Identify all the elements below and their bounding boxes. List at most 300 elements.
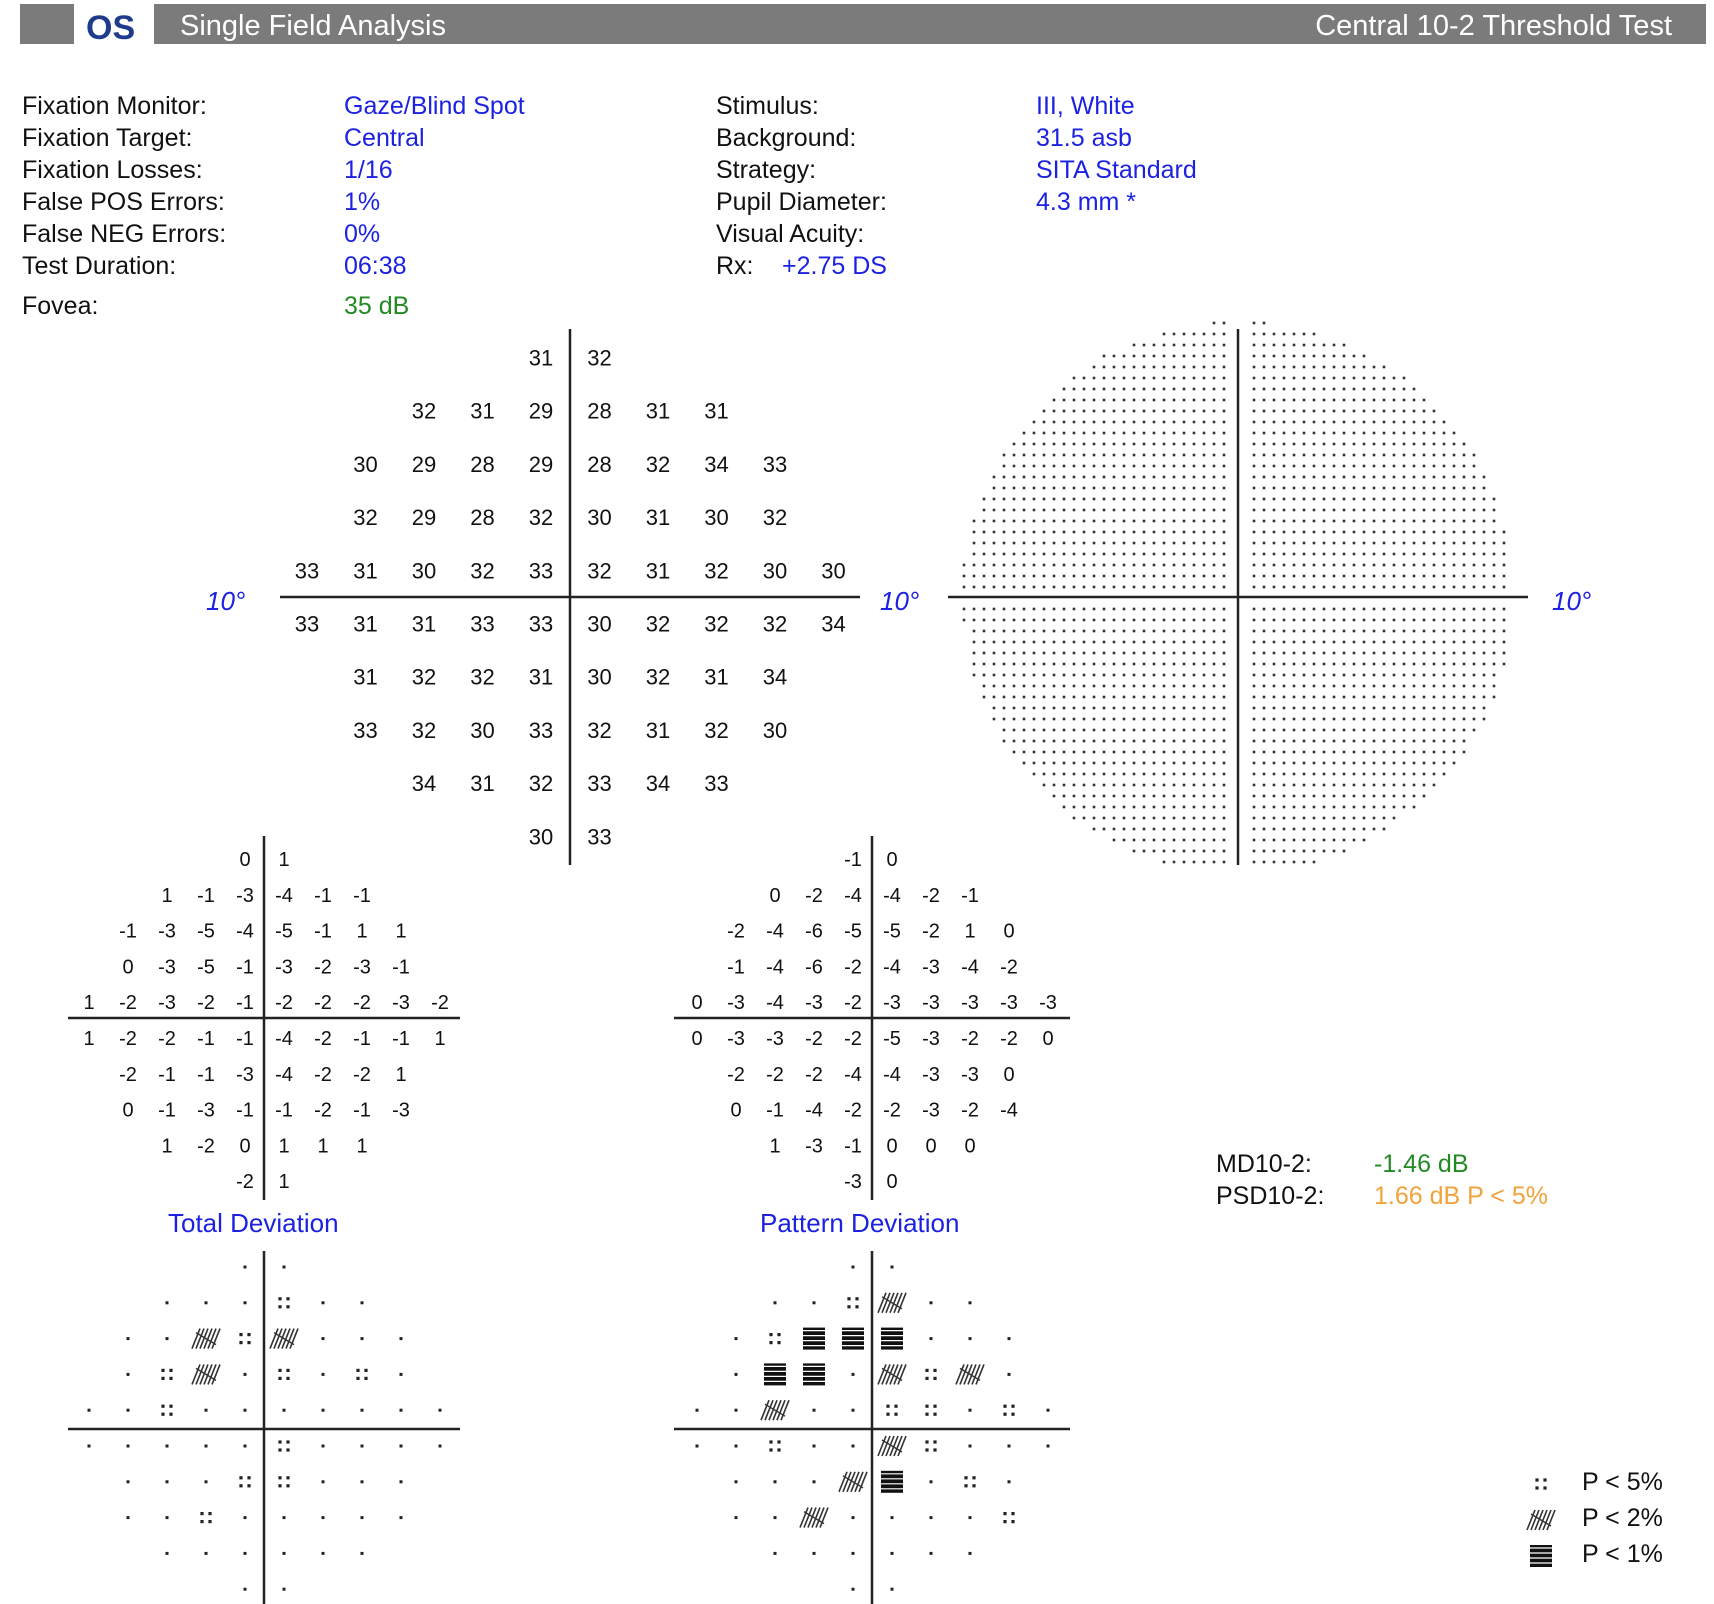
- greyscale-dot: [1103, 630, 1106, 633]
- greyscale-dot: [983, 498, 986, 501]
- greyscale-dot: [1133, 674, 1136, 677]
- greyscale-dot: [993, 608, 996, 611]
- greyscale-dot: [1333, 663, 1336, 666]
- symbol-dot: [735, 1337, 738, 1340]
- total-deviation-value: 0: [239, 849, 251, 871]
- greyscale-dot: [1403, 619, 1406, 622]
- symbol-dot: [169, 1369, 172, 1372]
- greyscale-dot: [1413, 410, 1416, 413]
- greyscale-dot: [1323, 608, 1326, 611]
- symbol-dot: [161, 1413, 164, 1416]
- symbol-p5: [925, 1405, 936, 1416]
- greyscale-dot: [1433, 531, 1436, 534]
- symbol-normal: [930, 1552, 933, 1555]
- symbol-normal: [852, 1588, 855, 1591]
- greyscale-dot: [1273, 795, 1276, 798]
- greyscale-dot: [1033, 696, 1036, 699]
- symbol-dot: [930, 1480, 933, 1483]
- greyscale-dot: [1103, 443, 1106, 446]
- greyscale-dot: [1133, 476, 1136, 479]
- greyscale-dot: [1123, 388, 1126, 391]
- greyscale-dot: [1063, 531, 1066, 534]
- symbol-dot: [696, 1445, 699, 1448]
- greyscale-dot: [1153, 465, 1156, 468]
- greyscale-dot: [1093, 630, 1096, 633]
- symbol-normal: [735, 1445, 738, 1448]
- greyscale-dot: [1473, 729, 1476, 732]
- symbol-dot: [161, 1377, 164, 1380]
- pattern-deviation-value: 0: [730, 1099, 742, 1122]
- greyscale-dot: [1063, 784, 1066, 787]
- greyscale-dot: [1143, 795, 1146, 798]
- greyscale-dot: [1373, 696, 1376, 699]
- greyscale-dot: [1283, 355, 1286, 358]
- greyscale-dot: [1353, 839, 1356, 842]
- greyscale-dot: [1333, 476, 1336, 479]
- greyscale-dot: [1023, 498, 1026, 501]
- greyscale-dot: [1213, 465, 1216, 468]
- greyscale-dot: [1213, 520, 1216, 523]
- greyscale-dot: [1203, 443, 1206, 446]
- greyscale-dot: [1213, 509, 1216, 512]
- greyscale-dot: [1413, 542, 1416, 545]
- greyscale-dot: [1013, 608, 1016, 611]
- greyscale-dot: [1213, 498, 1216, 501]
- greyscale-dot: [1283, 718, 1286, 721]
- pattern-deviation-value: -1: [961, 884, 979, 907]
- greyscale-dot: [1083, 608, 1086, 611]
- greyscale-dot: [1053, 454, 1056, 457]
- greyscale-dot: [1443, 498, 1446, 501]
- greyscale-dot: [1343, 740, 1346, 743]
- symbol-p1: [842, 1328, 864, 1350]
- greyscale-dot: [1323, 531, 1326, 534]
- greyscale-dot: [1083, 564, 1086, 567]
- greyscale-dot: [1393, 509, 1396, 512]
- pattern-deviation-value: -4: [766, 992, 784, 1015]
- pattern-deviation-value: -1: [844, 849, 862, 871]
- greyscale-dot: [1103, 773, 1106, 776]
- greyscale-dot: [1163, 641, 1166, 644]
- greyscale-dot: [1103, 575, 1106, 578]
- greyscale-dot: [1023, 718, 1026, 721]
- symbol-dot: [930, 1516, 933, 1519]
- symbol-dot: [777, 1440, 780, 1443]
- greyscale-dot: [1463, 520, 1466, 523]
- symbol-dot: [283, 1516, 286, 1519]
- greyscale-dot: [1463, 751, 1466, 754]
- greyscale-dot: [1203, 795, 1206, 798]
- greyscale-dot: [1173, 806, 1176, 809]
- symbol-normal: [930, 1480, 933, 1483]
- pattern-deviation-value: -4: [883, 1063, 901, 1086]
- greyscale-dot: [1013, 487, 1016, 490]
- threshold-value: 32: [411, 717, 437, 743]
- greyscale-dot: [1183, 344, 1186, 347]
- greyscale-dot: [1283, 553, 1286, 556]
- total-deviation-value: -4: [275, 884, 293, 907]
- greyscale-dot: [1083, 586, 1086, 589]
- greyscale-dot: [1173, 410, 1176, 413]
- greyscale-dot: [1313, 828, 1316, 831]
- greyscale-dot: [1303, 575, 1306, 578]
- greyscale-dot: [1133, 619, 1136, 622]
- greyscale-dot: [1143, 630, 1146, 633]
- greyscale-dot: [1433, 443, 1436, 446]
- greyscale-dot: [1373, 410, 1376, 413]
- greyscale-dot: [1213, 773, 1216, 776]
- param-value: III, White: [1036, 92, 1135, 120]
- greyscale-dot: [1283, 509, 1286, 512]
- symbol-dot: [400, 1373, 403, 1376]
- greyscale-dot: [1433, 762, 1436, 765]
- greyscale-dot: [1023, 652, 1026, 655]
- greyscale-dot: [1013, 718, 1016, 721]
- pattern-deviation-value: 0: [886, 1135, 898, 1158]
- threshold-value: 30: [587, 611, 612, 637]
- greyscale-dot: [1363, 564, 1366, 567]
- greyscale-dot: [1483, 542, 1486, 545]
- greyscale-dot: [1113, 509, 1116, 512]
- greyscale-dot: [1183, 641, 1186, 644]
- symbol-hatch: [800, 1508, 808, 1528]
- greyscale-dot: [1273, 751, 1276, 754]
- greyscale-dot: [1123, 806, 1126, 809]
- greyscale-dot: [1363, 729, 1366, 732]
- greyscale-dot: [1403, 707, 1406, 710]
- greyscale-dot: [1163, 586, 1166, 589]
- threshold-value: 34: [704, 451, 729, 477]
- greyscale-dot: [1373, 685, 1376, 688]
- symbol-dot: [205, 1301, 208, 1304]
- symbol-p2: [270, 1329, 298, 1349]
- greyscale-dot: [1433, 465, 1436, 468]
- greyscale-dot: [1263, 333, 1266, 336]
- greyscale-dot: [1473, 520, 1476, 523]
- greyscale-dot: [1443, 454, 1446, 457]
- greyscale-dot: [1093, 454, 1096, 457]
- greyscale-dot: [1163, 476, 1166, 479]
- greyscale-dot: [1433, 509, 1436, 512]
- greyscale-dot: [1273, 696, 1276, 699]
- greyscale-dot: [1283, 575, 1286, 578]
- greyscale-dot: [1403, 740, 1406, 743]
- greyscale-dot: [1333, 795, 1336, 798]
- greyscale-dot: [1313, 487, 1316, 490]
- symbol-dot: [972, 1476, 975, 1479]
- greyscale-dot: [1253, 399, 1256, 402]
- greyscale-dot: [1253, 663, 1256, 666]
- symbol-dot: [969, 1409, 972, 1412]
- greyscale-dot: [993, 531, 996, 534]
- greyscale-dot: [1093, 795, 1096, 798]
- greyscale-dot: [1213, 366, 1216, 369]
- total-deviation-value: -2: [197, 1135, 215, 1158]
- greyscale-dot: [1313, 652, 1316, 655]
- greyscale-dot: [1093, 410, 1096, 413]
- symbol-hatch: [804, 1508, 812, 1528]
- greyscale-dot: [1113, 784, 1116, 787]
- greyscale-dot: [1363, 498, 1366, 501]
- greyscale-dot: [1123, 608, 1126, 611]
- greyscale-dot: [1103, 586, 1106, 589]
- greyscale-dot: [1403, 531, 1406, 534]
- greyscale-dot: [1153, 718, 1156, 721]
- greyscale-dot: [1343, 729, 1346, 732]
- pattern-deviation-value: 0: [1003, 1063, 1015, 1086]
- threshold-value: 31: [645, 558, 671, 584]
- greyscale-dot: [1073, 410, 1076, 413]
- greyscale-dot: [1393, 553, 1396, 556]
- greyscale-dot: [1183, 355, 1186, 358]
- greyscale-dot: [1053, 586, 1056, 589]
- greyscale-dot: [1173, 553, 1176, 556]
- greyscale-dot: [1333, 498, 1336, 501]
- greyscale-dot: [1483, 575, 1486, 578]
- greyscale-dot: [1083, 520, 1086, 523]
- greyscale-dot: [1113, 707, 1116, 710]
- greyscale-dot: [1273, 608, 1276, 611]
- greyscale-dot: [1253, 575, 1256, 578]
- greyscale-dot: [1193, 641, 1196, 644]
- greyscale-dot: [1373, 773, 1376, 776]
- threshold-value: 31: [353, 558, 378, 584]
- greyscale-dot: [1493, 674, 1496, 677]
- greyscale-dot: [1143, 443, 1146, 446]
- greyscale-dot: [1033, 564, 1036, 567]
- symbol-dot: [361, 1445, 364, 1448]
- symbol-dot: [400, 1445, 403, 1448]
- greyscale-dot: [1083, 773, 1086, 776]
- greyscale-dot: [1133, 399, 1136, 402]
- greyscale-dot: [1253, 828, 1256, 831]
- greyscale-dot: [973, 641, 976, 644]
- total-deviation-title: Total Deviation: [168, 1208, 339, 1238]
- greyscale-dot: [1113, 652, 1116, 655]
- greyscale-dot: [1303, 663, 1306, 666]
- greyscale-dot: [1253, 773, 1256, 776]
- symbol-dot: [774, 1552, 777, 1555]
- greyscale-dot: [1213, 707, 1216, 710]
- greyscale-dot: [1093, 663, 1096, 666]
- symbol-dot: [847, 1305, 850, 1308]
- greyscale-dot: [1323, 619, 1326, 622]
- greyscale-dot: [1103, 553, 1106, 556]
- greyscale-dot: [1483, 487, 1486, 490]
- greyscale-dot: [1323, 465, 1326, 468]
- greyscale-dot: [1443, 773, 1446, 776]
- greyscale-dot: [1333, 806, 1336, 809]
- greyscale-dot: [1483, 509, 1486, 512]
- greyscale-dot: [1193, 410, 1196, 413]
- symbol-dot: [247, 1476, 250, 1479]
- greyscale-dot: [1133, 806, 1136, 809]
- greyscale-dot: [1293, 707, 1296, 710]
- greyscale-dot: [1323, 498, 1326, 501]
- greyscale-dot: [1443, 663, 1446, 666]
- greyscale-dot: [1223, 586, 1226, 589]
- greyscale-dot: [1183, 608, 1186, 611]
- greyscale-dot: [1323, 366, 1326, 369]
- greyscale-dot: [1293, 828, 1296, 831]
- greyscale-dot: [1123, 619, 1126, 622]
- greyscale-dot: [1403, 641, 1406, 644]
- pattern-deviation-value: 1: [769, 1135, 781, 1158]
- greyscale-dot: [1463, 454, 1466, 457]
- greyscale-dot: [1053, 575, 1056, 578]
- greyscale-dot: [1253, 410, 1256, 413]
- greyscale-dot: [1113, 443, 1116, 446]
- greyscale-dot: [1183, 498, 1186, 501]
- threshold-value: 29: [528, 398, 554, 424]
- greyscale-dot: [1163, 685, 1166, 688]
- greyscale-dot: [1093, 773, 1096, 776]
- greyscale-dot: [1403, 410, 1406, 413]
- greyscale-dot: [1443, 575, 1446, 578]
- greyscale-dot: [1073, 509, 1076, 512]
- total-deviation-value: -1: [197, 1063, 215, 1086]
- greyscale-dot: [1303, 773, 1306, 776]
- greyscale-dot: [1333, 564, 1336, 567]
- param-value: 06:38: [344, 252, 407, 280]
- greyscale-dot: [1323, 850, 1326, 853]
- greyscale-dot: [1133, 586, 1136, 589]
- greyscale-dot: [1203, 421, 1206, 424]
- greyscale-dot: [1193, 355, 1196, 358]
- symbol-hatch: [208, 1364, 216, 1384]
- greyscale-dot: [1303, 795, 1306, 798]
- greyscale-dot: [1293, 421, 1296, 424]
- total-deviation-value: -1: [314, 884, 332, 907]
- greyscale-dot: [1013, 663, 1016, 666]
- greyscale-dot: [1373, 553, 1376, 556]
- symbol-dot: [361, 1301, 364, 1304]
- greyscale-dot: [1033, 476, 1036, 479]
- greyscale-dot: [1073, 784, 1076, 787]
- symbol-dot: [855, 1297, 858, 1300]
- greyscale-dot: [1373, 751, 1376, 754]
- greyscale-dot: [1143, 696, 1146, 699]
- greyscale-dot: [1223, 399, 1226, 402]
- greyscale-dot: [1123, 663, 1126, 666]
- greyscale-dot: [1103, 608, 1106, 611]
- greyscale-dot: [1073, 531, 1076, 534]
- pattern-deviation-value: -2: [1000, 956, 1018, 979]
- total-deviation-value: -2: [197, 992, 215, 1015]
- greyscale-dot: [1043, 674, 1046, 677]
- symbol-dot: [813, 1445, 816, 1448]
- greyscale-dot: [1393, 410, 1396, 413]
- greyscale-dot: [1193, 619, 1196, 622]
- greyscale-dot: [1353, 388, 1356, 391]
- greyscale-dot: [1153, 696, 1156, 699]
- greyscale-dot: [1173, 520, 1176, 523]
- greyscale-dot: [1313, 630, 1316, 633]
- greyscale-dot: [1373, 707, 1376, 710]
- greyscale-dot: [1353, 740, 1356, 743]
- symbol-dot: [964, 1484, 967, 1487]
- greyscale-dot: [1393, 751, 1396, 754]
- greyscale-dot: [1153, 828, 1156, 831]
- threshold-value: 32: [528, 505, 554, 531]
- symbol-dot: [244, 1588, 247, 1591]
- greyscale-dot: [1383, 575, 1386, 578]
- greyscale-dot: [1133, 718, 1136, 721]
- greyscale-dot: [1353, 630, 1356, 633]
- greyscale-dot: [1453, 487, 1456, 490]
- greyscale-dot: [1443, 718, 1446, 721]
- greyscale-dot: [1383, 608, 1386, 611]
- greyscale-dot: [1303, 564, 1306, 567]
- greyscale-dot: [1133, 388, 1136, 391]
- param-value: 0%: [344, 220, 381, 248]
- greyscale-dot: [1343, 685, 1346, 688]
- greyscale-dot: [993, 564, 996, 567]
- greyscale-dot: [1203, 531, 1206, 534]
- greyscale-dot: [1423, 410, 1426, 413]
- symbol-p5: [161, 1405, 172, 1416]
- greyscale-dot: [1263, 663, 1266, 666]
- greyscale-dot: [1293, 454, 1296, 457]
- greyscale-dot: [1093, 531, 1096, 534]
- greyscale-dot: [1043, 542, 1046, 545]
- greyscale-dot: [1303, 619, 1306, 622]
- symbol-dot: [361, 1552, 364, 1555]
- symbol-dot: [769, 1333, 772, 1336]
- greyscale-dot: [983, 674, 986, 677]
- greyscale-dot: [1083, 421, 1086, 424]
- symbol-dot: [239, 1333, 242, 1336]
- symbol-hatch: [212, 1329, 220, 1349]
- greyscale-dot: [1293, 685, 1296, 688]
- threshold-value: 33: [294, 558, 320, 584]
- greyscale-dot: [1123, 751, 1126, 754]
- greyscale-dot: [1173, 663, 1176, 666]
- greyscale-dot: [1053, 740, 1056, 743]
- greyscale-dot: [1323, 344, 1326, 347]
- symbol-hatch: [882, 1293, 890, 1313]
- greyscale-dot: [1213, 652, 1216, 655]
- symbol-dot: [283, 1552, 286, 1555]
- greyscale-dot: [1273, 817, 1276, 820]
- greyscale-dot: [1313, 410, 1316, 413]
- greyscale-dot: [1323, 641, 1326, 644]
- symbol-normal: [1008, 1480, 1011, 1483]
- greyscale-dot: [1383, 487, 1386, 490]
- greyscale-dot: [1403, 663, 1406, 666]
- greyscale-dot: [1193, 333, 1196, 336]
- greyscale-dot: [1153, 586, 1156, 589]
- greyscale-dot: [1443, 553, 1446, 556]
- greyscale-dot: [1053, 421, 1056, 424]
- greyscale-dot: [1153, 531, 1156, 534]
- greyscale-dot: [1483, 619, 1486, 622]
- greyscale-dot: [1283, 454, 1286, 457]
- threshold-value: 28: [470, 451, 495, 477]
- greyscale-dot: [1113, 542, 1116, 545]
- greyscale-dot: [1253, 641, 1256, 644]
- greyscale-dot: [1393, 498, 1396, 501]
- param-label: Fixation Losses:: [22, 156, 203, 184]
- greyscale-dot: [1373, 443, 1376, 446]
- greyscale-dot: [1223, 729, 1226, 732]
- greyscale-dot: [1463, 652, 1466, 655]
- param-label: Fixation Monitor:: [22, 92, 207, 120]
- legend-label: P < 2%: [1582, 1504, 1663, 1532]
- total-deviation-value: 1: [161, 1135, 173, 1158]
- greyscale-dot: [1303, 740, 1306, 743]
- symbol-p5: [161, 1369, 172, 1380]
